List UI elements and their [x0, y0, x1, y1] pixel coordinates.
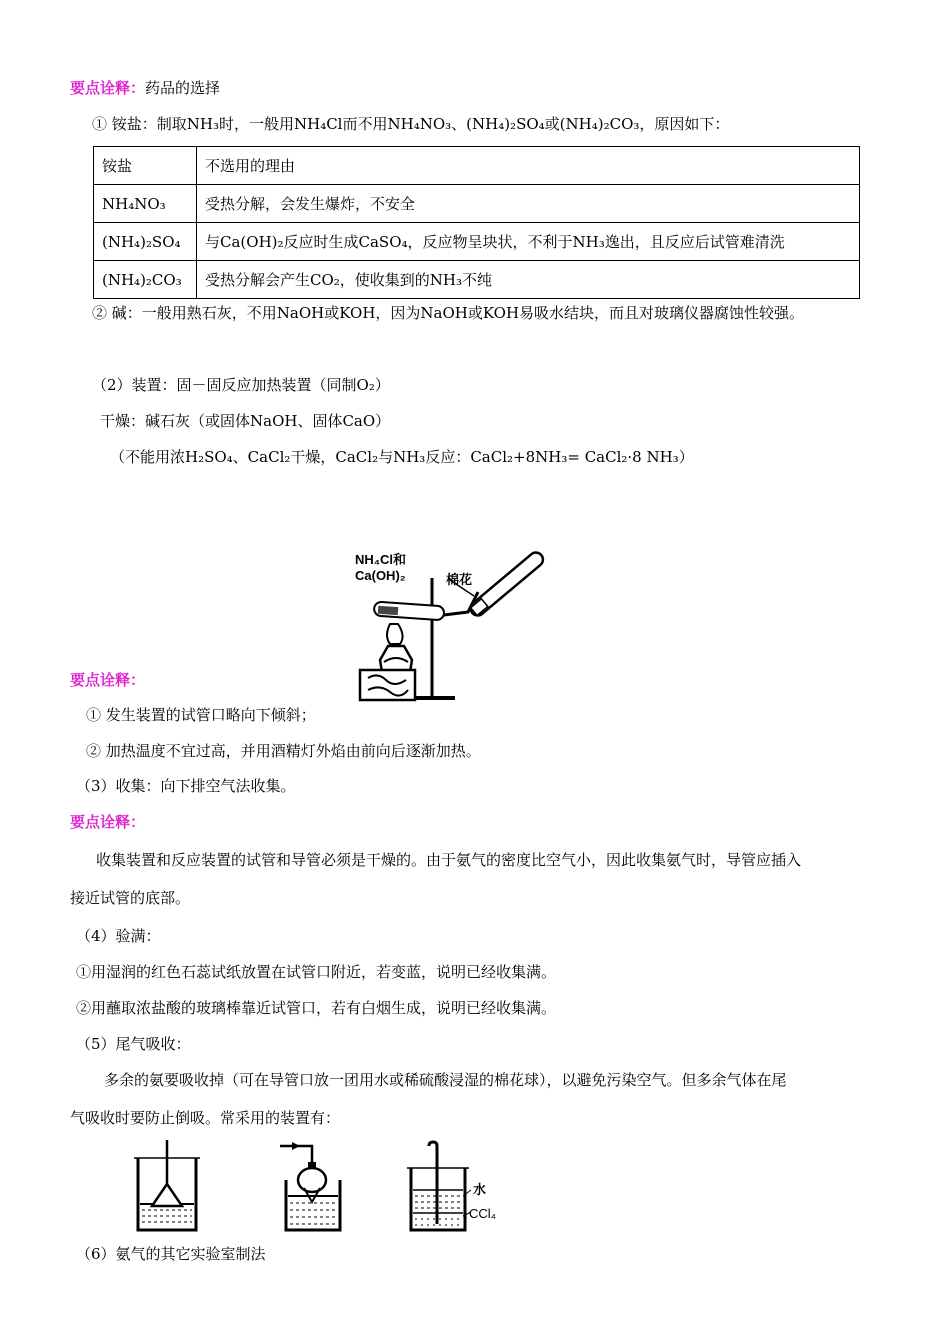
ammonium-salt-intro: ① 铵盐：制取NH₃时，一般用NH₄Cl而不用NH₄NO₃、(NH₄)₂SO₄或(NH₄)₂CO₃，原因如下：: [92, 115, 730, 133]
table-cell-reason: 受热分解，会发生爆炸，不安全: [197, 185, 860, 223]
table-row: [94, 185, 860, 223]
heating-apparatus-figure: [350, 540, 550, 710]
point-2: ② 加热温度不宜过高，并用酒精灯外焰由前向后逐渐加热。: [86, 742, 481, 760]
section-title: 药品的选择: [145, 79, 221, 97]
absorption-device-ccl4: [405, 1140, 515, 1235]
table-row: [94, 223, 860, 261]
reagent-label: NH₄Cl和: [355, 552, 406, 567]
collect-title: （3）收集：向下排空气法收集。: [76, 777, 296, 795]
table-cell-salt: (NH₄)₂SO₄: [94, 223, 197, 261]
key-point-text: 要点诠释：: [70, 813, 146, 831]
collect-paragraph-line2: 接近试管的底部。: [70, 889, 191, 907]
collect-paragraph-line1: 收集装置和反应装置的试管和导管必须是干燥的。由于氨气的密度比空气小，因此收集氨气时，导管应插入: [96, 851, 802, 869]
table-header-row: [94, 147, 860, 185]
base-choice: ② 碱：一般用熟石灰，不用NaOH或KOH，因为NaOH或KOH易吸水结块，而且对玻璃仪器腐蚀性较强。: [92, 304, 805, 322]
section-heading: [70, 78, 220, 98]
cotton-label: 棉花: [446, 573, 473, 588]
point-1: ① 发生装置的试管口略向下倾斜；: [86, 706, 316, 724]
table-header-cell: 不选用的理由: [197, 147, 860, 185]
table-row: [94, 261, 860, 299]
other-methods-title: （6）氨气的其它实验室制法: [76, 1245, 266, 1263]
table-cell-salt: (NH₄)₂CO₃: [94, 261, 197, 299]
reagent-label: Ca(OH)₂: [355, 568, 406, 583]
drying-note: （不能用浓H₂SO₄、CaCl₂干燥，CaCl₂与NH₃反应：CaCl₂+8NH₃= CaCl₂·8 NH₃）: [110, 448, 694, 466]
ccl4-label: CCl₄: [469, 1206, 496, 1221]
key-point-label: [70, 670, 145, 690]
ammonium-salt-table: [93, 146, 860, 299]
absorb-title: （5）尾气吸收：: [76, 1035, 191, 1053]
absorb-paragraph-line1: 多余的氨要吸收掉（可在导管口放一团用水或稀硫酸浸湿的棉花球），以避免污染空气。但多余气体在尾: [104, 1071, 787, 1089]
absorption-device-bulb: [278, 1140, 348, 1235]
drying-line: 干燥：碱石灰（或固体NaOH、固体CaO）: [100, 412, 391, 430]
check-method-1: ①用湿润的红色石蕊试纸放置在试管口附近，若变蓝，说明已经收集满。: [76, 963, 557, 981]
key-point-label: 要点诠释：: [70, 79, 146, 97]
water-label: 水: [473, 1183, 487, 1198]
absorption-device-funnel: [132, 1140, 202, 1235]
table-cell-reason: 受热分解会产生CO₂，使收集到的NH₃不纯: [197, 261, 860, 299]
check-title: （4）验满：: [76, 927, 161, 945]
table-header-cell: 铵盐: [94, 147, 197, 185]
device-line: （2）装置：固－固反应加热装置（同制O₂）: [92, 376, 390, 394]
table-cell-reason: 与Ca(OH)₂反应时生成CaSO₄，反应物呈块状，不利于NH₃逸出，且反应后试管难清洗: [197, 223, 860, 261]
absorb-paragraph-line2: 气吸收时要防止倒吸。常采用的装置有：: [70, 1109, 341, 1127]
key-point-label: [70, 812, 145, 832]
table-cell-salt: NH₄NO₃: [94, 185, 197, 223]
key-point-text: 要点诠释：: [70, 671, 146, 689]
check-method-2: ②用蘸取浓盐酸的玻璃棒靠近试管口，若有白烟生成，说明已经收集满。: [76, 999, 557, 1017]
